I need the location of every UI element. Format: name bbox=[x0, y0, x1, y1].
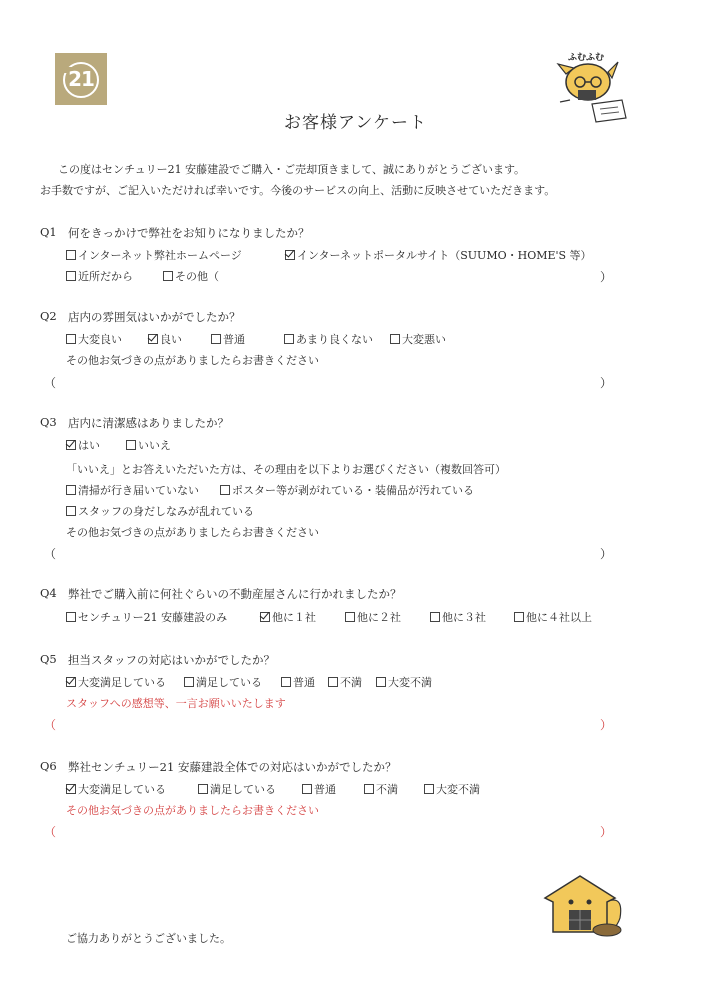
q1-option-other[interactable]: その他（ bbox=[163, 268, 219, 284]
checkbox-icon[interactable] bbox=[184, 677, 194, 687]
q3-comment-close-paren: ） bbox=[600, 547, 613, 561]
checkbox-icon[interactable] bbox=[66, 506, 76, 516]
q3-number: Q3 bbox=[40, 415, 57, 429]
mascot-house-icon bbox=[535, 868, 635, 938]
checkbox-icon[interactable] bbox=[198, 784, 208, 794]
q4-question: 弊社でご購入前に何社ぐらいの不動産屋さんに行かれましたか？ bbox=[68, 587, 402, 601]
checkbox-checked-icon[interactable] bbox=[285, 250, 295, 260]
q2-comment-open-paren: （ bbox=[44, 376, 57, 390]
q3-followup-text: 「いいえ」とお答えいただいた方は、その理由を以下よりお選びください（複数回答可） bbox=[66, 463, 506, 476]
q2-option-good[interactable]: 良い bbox=[148, 331, 182, 347]
intro-line-1: この度はセンチュリー21 安藤建設でご購入・ご売却頂きまして、誠にありがとうございます。 bbox=[58, 163, 526, 176]
q5-comment-prompt: スタッフへの感想等、一言お願いいたします bbox=[66, 697, 286, 710]
checkbox-icon[interactable] bbox=[66, 612, 76, 622]
q5-comment-open-paren: （ bbox=[44, 718, 57, 732]
checkbox-icon[interactable] bbox=[281, 677, 291, 687]
checkbox-icon[interactable] bbox=[284, 334, 294, 344]
q6-comment-close-paren: ） bbox=[600, 825, 613, 839]
checkbox-icon[interactable] bbox=[211, 334, 221, 344]
q6-question: 弊社センチュリー21 安藤建設全体での対応はいかがでしたか？ bbox=[68, 760, 397, 774]
logo-text: 21 bbox=[68, 67, 94, 91]
q4-option-three-others[interactable]: 他に３社 bbox=[430, 609, 486, 625]
q3-reason-staff-appearance[interactable]: スタッフの身だしなみが乱れている bbox=[66, 503, 254, 519]
q5-option-normal[interactable]: 普通 bbox=[281, 674, 315, 690]
checkbox-icon[interactable] bbox=[424, 784, 434, 794]
q3-option-yes[interactable]: はい bbox=[66, 437, 100, 453]
checkbox-icon[interactable] bbox=[328, 677, 338, 687]
q1-option-homepage[interactable]: インターネット弊社ホームページ bbox=[66, 247, 242, 263]
q3-question: 店内に清潔感はありましたか？ bbox=[68, 416, 229, 430]
checkbox-icon[interactable] bbox=[430, 612, 440, 622]
checkbox-icon[interactable] bbox=[220, 485, 230, 495]
q1-option-nearby[interactable]: 近所だから bbox=[66, 268, 133, 284]
q3-reason-posters[interactable]: ポスター等が剥がれている・装備品が汚れている bbox=[220, 482, 474, 498]
q6-option-normal[interactable]: 普通 bbox=[302, 781, 336, 797]
checkbox-icon[interactable] bbox=[66, 271, 76, 281]
q5-number: Q5 bbox=[40, 652, 57, 666]
q6-comment-open-paren: （ bbox=[44, 825, 57, 839]
q2-number: Q2 bbox=[40, 309, 57, 323]
q4-option-one-other[interactable]: 他に１社 bbox=[260, 609, 316, 625]
checkbox-icon[interactable] bbox=[390, 334, 400, 344]
checkbox-icon[interactable] bbox=[66, 250, 76, 260]
q6-option-very-satisfied[interactable]: 大変満足している bbox=[66, 781, 166, 797]
q1-other-close-paren: ） bbox=[600, 270, 613, 284]
q3-option-no[interactable]: いいえ bbox=[126, 437, 171, 453]
q5-option-dissatisfied[interactable]: 不満 bbox=[328, 674, 362, 690]
page-title: お客様アンケート bbox=[284, 113, 427, 133]
q1-number: Q1 bbox=[40, 225, 57, 239]
q2-option-not-good[interactable]: あまり良くない bbox=[284, 331, 373, 347]
checkbox-icon[interactable] bbox=[514, 612, 524, 622]
checkbox-icon[interactable] bbox=[66, 485, 76, 495]
q2-question: 店内の雰囲気はいかがでしたか？ bbox=[68, 310, 241, 324]
signoff-text: ご協力ありがとうございました。 bbox=[66, 932, 231, 945]
q4-option-four-plus[interactable]: 他に４社以上 bbox=[514, 609, 592, 625]
q2-option-normal[interactable]: 普通 bbox=[211, 331, 245, 347]
checkbox-icon[interactable] bbox=[126, 440, 136, 450]
q3-comment-prompt: その他お気づきの点がありましたらお書きください bbox=[66, 526, 319, 539]
checkbox-icon[interactable] bbox=[163, 271, 173, 281]
mascot-mutter-text: ふむふむ bbox=[568, 53, 605, 63]
checkbox-icon[interactable] bbox=[345, 612, 355, 622]
checkbox-icon[interactable] bbox=[364, 784, 374, 794]
checkbox-icon[interactable] bbox=[66, 334, 76, 344]
q3-reason-cleaning[interactable]: 清掃が行き届いていない bbox=[66, 482, 199, 498]
q4-number: Q4 bbox=[40, 586, 57, 600]
q2-comment-close-paren: ） bbox=[600, 376, 613, 390]
q4-option-two-others[interactable]: 他に２社 bbox=[345, 609, 401, 625]
checkbox-checked-icon[interactable] bbox=[66, 677, 76, 687]
q5-question: 担当スタッフの対応はいかがでしたか？ bbox=[68, 653, 275, 667]
q6-option-dissatisfied[interactable]: 不満 bbox=[364, 781, 398, 797]
q2-comment-prompt: その他お気づきの点がありましたらお書きください bbox=[66, 354, 319, 367]
q3-comment-open-paren: （ bbox=[44, 547, 57, 561]
checkbox-icon[interactable] bbox=[376, 677, 386, 687]
checkbox-checked-icon[interactable] bbox=[260, 612, 270, 622]
q6-option-very-dissatisfied[interactable]: 大変不満 bbox=[424, 781, 480, 797]
century21-logo bbox=[55, 53, 107, 105]
q1-question: 何をきっかけで弊社をお知りになりましたか？ bbox=[68, 226, 310, 240]
q6-option-satisfied[interactable]: 満足している bbox=[198, 781, 276, 797]
q6-number: Q6 bbox=[40, 759, 57, 773]
q1-option-portal[interactable]: インターネットポータルサイト（SUUMO・HOME'S 等） bbox=[285, 247, 592, 263]
q5-option-very-satisfied[interactable]: 大変満足している bbox=[66, 674, 166, 690]
q4-option-only-us[interactable]: センチュリー21 安藤建設のみ bbox=[66, 609, 227, 625]
checkbox-checked-icon[interactable] bbox=[66, 784, 76, 794]
checkbox-checked-icon[interactable] bbox=[148, 334, 158, 344]
q5-option-satisfied[interactable]: 満足している bbox=[184, 674, 262, 690]
q6-comment-prompt: その他お気づきの点がありましたらお書きください bbox=[66, 804, 319, 817]
intro-line-2: お手数ですが、ご記入いただければ幸いです。今後のサービスの向上、活動に反映させていただきます。 bbox=[40, 184, 556, 197]
checkbox-icon[interactable] bbox=[302, 784, 312, 794]
q2-option-very-good[interactable]: 大変良い bbox=[66, 331, 122, 347]
q5-comment-close-paren: ） bbox=[600, 718, 613, 732]
checkbox-checked-icon[interactable] bbox=[66, 440, 76, 450]
q2-option-very-bad[interactable]: 大変悪い bbox=[390, 331, 446, 347]
q5-option-very-dissatisfied[interactable]: 大変不満 bbox=[376, 674, 432, 690]
